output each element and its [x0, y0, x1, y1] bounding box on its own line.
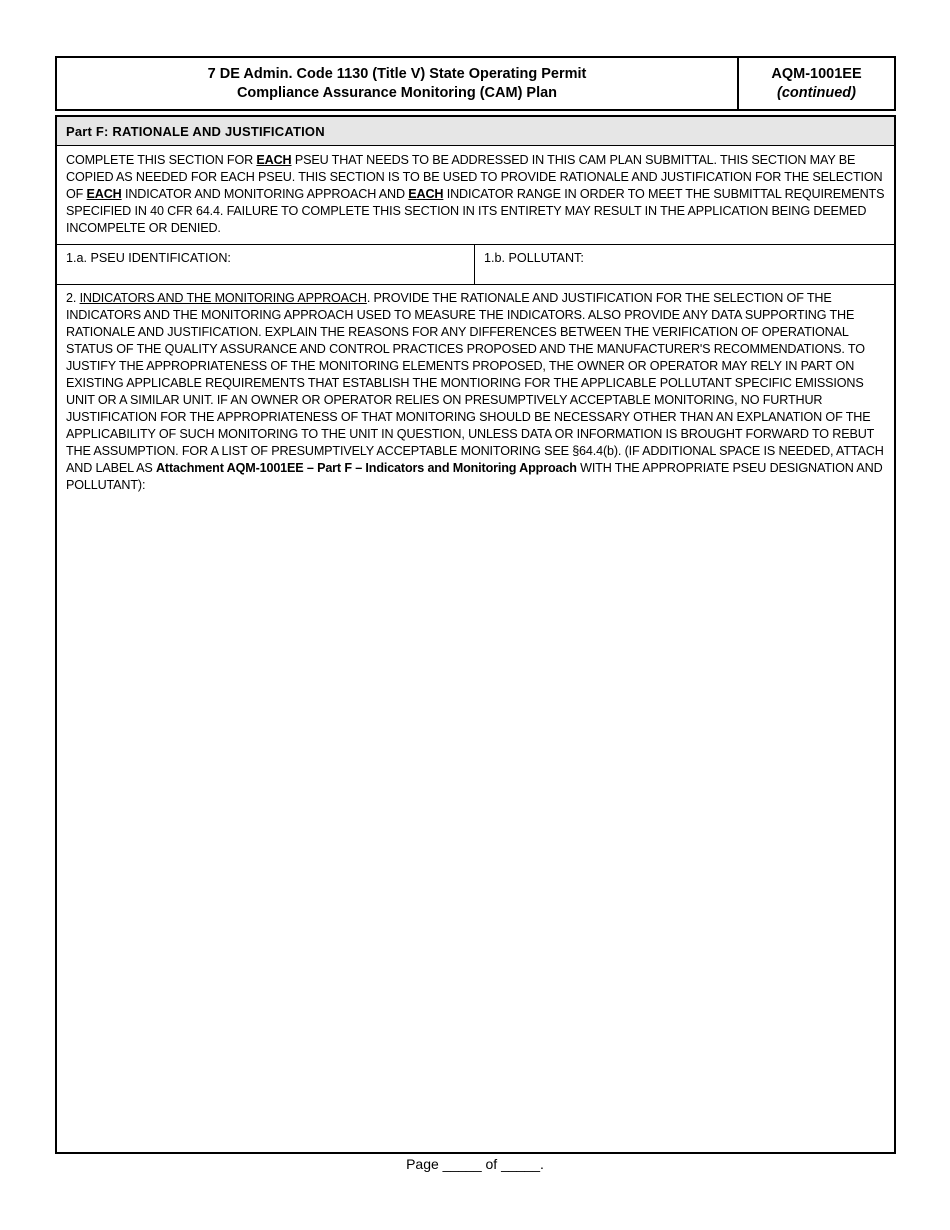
pseu-identification-label: 1.a. PSEU IDENTIFICATION:: [66, 251, 231, 265]
part-f-form: [55, 115, 896, 1154]
instr-text-2: PSEU THAT NEEDS TO BE ADDRESSED IN THIS CAM PLAN SUBMITTAL. THIS SECTION MAY BE COPIED AS NEEDED FOR EACH PSEU. THIS SECTION IS TO BE USED TO PROVIDE RATIONALE AND JUSTIFICATION FOR THE SELECTION OF: [66, 153, 883, 201]
instr-text-1: COMPLETE THIS SECTION FOR: [66, 153, 257, 167]
section-2-body: . PROVIDE THE RATIONALE AND JUSTIFICATION FOR THE SELECTION OF THE INDICATORS AND THE MONITORING APPROACH USED TO MEASURE THE INDICATORS. ALSO PROVIDE ANY DATA SUPPORTING THE RATIONALE AND JUSTIFICATION. EXPLAIN THE REASONS FOR ANY DIFFERENCES BETWEEN THE VERIFICATION OF OPERATIONAL STATUS OF THE QUALITY ASSURANCE AND CONTROL PRACTICES PROPOSED AND THE MANUFACTURER'S RECOMMENDATIONS. TO JUSTIFY THE APPROPRIATENESS OF THE MONITORING ELEMENTS PROPOSED, THE OWNER OR OPERATOR MAY RELY IN PART ON EXISTING APPLICABLE REQUIREMENTS THAT ESTABLISH THE MONTIORING FOR THE APPLICABLE POLLUTANT SPECIFIC EMISSIONS UNIT OR A SIMILAR UNIT. IF AN OWNER OR OPERATOR RELIES ON PRESUMPTIVELY ACCEPTABLE MONITORING, NO FURTHUR JUSTIFICATION FOR THE APPROPRIATENESS OF THAT MONITORING SHOULD BE NECESSARY OTHER THAN AN EXPLANATION OF THE APPLICABILITY OF SUCH MONITORING TO THE UNIT IN QUESTION, UNLESS DATA OR INFORMATION IS BROUGHT FORWARD TO REBUT THE ASSUMPTION. FOR A LIST OF PRESUMPTIVELY ACCEPTABLE MONITORING SEE §64.4(b). (IF ADDITIONAL SPACE IS NEEDED, ATTACH AND LABEL AS: [66, 291, 884, 475]
instr-each-2: EACH: [86, 187, 122, 201]
section-2-tail: WITH THE APPROPRIATE PSEU DESIGNATION AND POLLUTANT):: [66, 461, 883, 492]
part-heading: Part F: RATIONALE AND JUSTIFICATION: [57, 117, 894, 146]
instr-text-3: INDICATOR AND MONITORING APPROACH AND: [121, 187, 409, 201]
form-title-line-2: Compliance Assurance Monitoring (CAM) Plan: [236, 84, 558, 101]
form-code: AQM-1001EE: [771, 65, 862, 82]
pollutant-label: 1.b. POLLUTANT:: [484, 251, 584, 265]
indicators-monitoring-section[interactable]: [57, 285, 894, 494]
form-code-box: [739, 58, 894, 109]
instr-text-4: INDICATOR RANGE IN ORDER TO MEET THE SUBMITTAL REQUIREMENTS SPECIFIED IN 40 CFR 64.4. FAILURE TO COMPLETE THIS SECTION IN ITS ENTIRETY MAY RESULT IN THE APPLICATION BEING DEEMED INCOMPELTE OR DENIED.: [66, 187, 885, 235]
section-2-number: 2.: [66, 291, 80, 305]
attachment-label: Attachment AQM-1001EE – Part F – Indicators and Monitoring Approach: [155, 461, 577, 475]
form-title-line-1: 7 DE Admin. Code 1130 (Title V) State Operating Permit: [207, 65, 587, 82]
pseu-identification-field[interactable]: [57, 245, 475, 284]
form-title: [57, 58, 739, 109]
identification-row: [57, 245, 894, 285]
form-header: [55, 56, 896, 111]
page-number: Page _____ of _____.: [406, 1156, 544, 1172]
continued-label: (continued): [777, 84, 856, 101]
instructions: [57, 146, 894, 245]
pollutant-field[interactable]: [475, 245, 894, 284]
instr-each-1: EACH: [256, 153, 292, 167]
section-2-title: INDICATORS AND THE MONITORING APPROACH: [79, 291, 367, 305]
instr-each-3: EACH: [408, 187, 444, 201]
